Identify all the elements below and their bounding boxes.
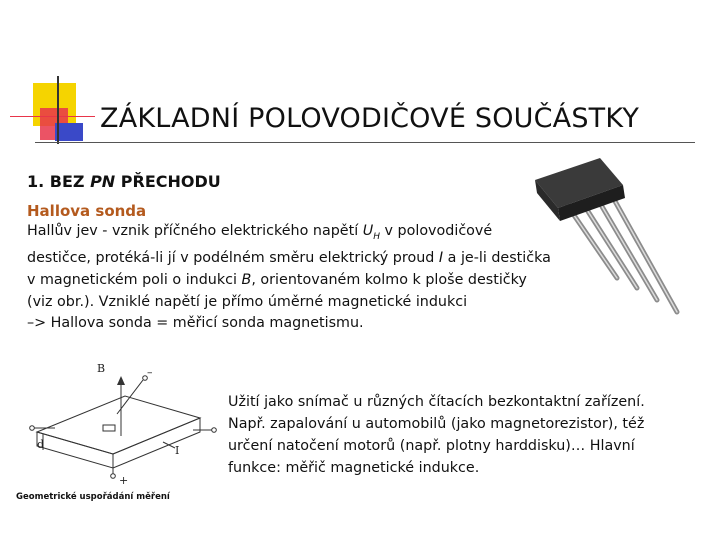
section-prefix: 1. BEZ xyxy=(27,172,91,191)
measurement-geometry-diagram xyxy=(25,358,225,488)
label-minus: – xyxy=(147,366,153,379)
terminal-left xyxy=(30,426,35,431)
plate-front xyxy=(37,432,113,468)
hall-sensor-photo xyxy=(525,150,705,325)
label-b: B xyxy=(97,362,106,375)
text-run: Hallův jev - vznik příčného elektrického napětí xyxy=(27,223,363,239)
text-run: , orientovaném kolmo k ploše destičky xyxy=(251,272,527,289)
section-italic: PN xyxy=(90,172,116,191)
usage-line-4: funkce: měřič magnetické indukce. xyxy=(228,460,480,476)
current-symbol: I xyxy=(438,250,444,267)
text-run: destičce, protéká-li jí v podélném směru elektrický proud xyxy=(27,250,439,267)
hall-sensor-heading: Hallova sonda xyxy=(27,202,147,220)
vertical-rule xyxy=(57,76,59,144)
horizontal-rule xyxy=(35,142,695,143)
red-rule xyxy=(10,116,95,117)
text-run: a je-li destička xyxy=(443,250,551,267)
section-heading xyxy=(27,172,221,191)
text-run: v polovodičové xyxy=(379,223,493,239)
usage-line-3: určení natočení motorů (např. plotny harddisku)… Hlavní xyxy=(228,438,635,454)
section-suffix: PŘECHODU xyxy=(115,172,221,191)
description-line-4: (viz obr.). Vzniklé napětí je přímo úměrné magnetické indukci xyxy=(27,293,468,310)
description-line-5: –> Hallova sonda = měřicí sonda magnetismu. xyxy=(27,315,364,332)
diagram-caption: Geometrické uspořádání měření xyxy=(16,492,170,502)
induction-symbol: B xyxy=(241,272,252,289)
usage-line-2: Např. zapalování u automobilů (jako magnetorezistor), též xyxy=(228,416,645,432)
corner-decoration xyxy=(0,0,720,160)
label-i: I xyxy=(175,444,180,457)
text-run: v magnetickém poli o indukci xyxy=(27,272,242,289)
b-arrowhead xyxy=(117,376,125,385)
sensor-body xyxy=(535,158,625,221)
plate-side xyxy=(113,418,200,468)
terminal-bottom xyxy=(111,474,116,479)
label-plus: + xyxy=(119,474,129,487)
voltage-symbol: U xyxy=(362,223,374,239)
blue-square xyxy=(55,123,83,141)
page-title: ZÁKLADNÍ POLOVODIČOVÉ SOUČÁSTKY xyxy=(100,103,640,134)
contact-pad xyxy=(103,425,115,431)
terminal-right xyxy=(212,428,217,433)
usage-line-1: Užití jako snímač u různých čítacích bezkontaktní zařízení. xyxy=(228,394,645,410)
voltage-subscript: H xyxy=(373,231,380,242)
usage-description xyxy=(228,391,708,479)
label-d: d xyxy=(37,438,45,451)
